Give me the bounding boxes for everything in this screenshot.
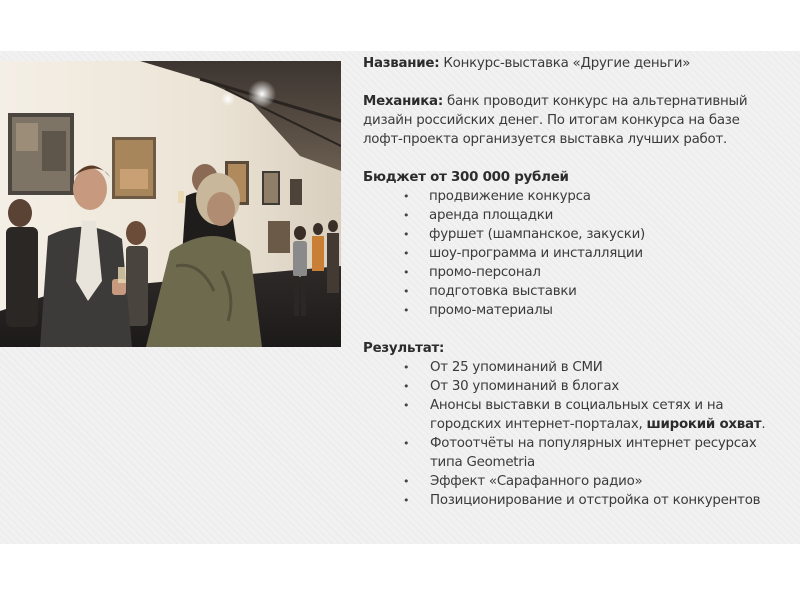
mechanics-line-2: дизайн российских денег. По итогам конкурса на базе: [363, 113, 740, 128]
list-item: • От 25 упоминаний в СМИ: [363, 358, 795, 377]
mechanics-line-1: банк проводит конкурс на альтернативный: [446, 94, 748, 109]
list-item: • От 30 упоминаний в блогах: [363, 377, 795, 396]
list-item: • фуршет (шампанское, закуски): [363, 225, 795, 244]
result-item4-line1: Фотоотчёты на популярных интернет ресурсах: [430, 436, 757, 451]
list-item: • Позиционирование и отстройка от конкурентов: [363, 491, 795, 510]
budget-list: [363, 187, 795, 320]
list-item: • продвижение конкурса: [363, 187, 795, 206]
result-item3-line1: Анонсы выставки в социальных сетях и на: [430, 398, 724, 413]
slide-text: [363, 54, 795, 510]
result-item4-line2: типа Geometria: [430, 455, 535, 470]
name-label: Название:: [363, 56, 440, 71]
title-line: [363, 54, 795, 73]
result-list: [363, 358, 795, 510]
result-item3-line2-post: .: [761, 417, 766, 432]
exhibition-photo: [0, 61, 341, 347]
mechanics-paragraph: [363, 92, 795, 149]
mechanics-label: Механика:: [363, 94, 443, 109]
list-item: • аренда площадки: [363, 206, 795, 225]
result-item3-line2-pre: городских интернет-порталах,: [430, 417, 647, 432]
list-item: • промо-материалы: [363, 301, 795, 320]
list-item: [363, 396, 795, 434]
list-item: • подготовка выставки: [363, 282, 795, 301]
list-item: • промо-персонал: [363, 263, 795, 282]
name-value: Конкурс-выставка «Другие деньги»: [443, 56, 691, 71]
list-item: [363, 434, 795, 472]
list-item: • Эффект «Сарафанного радио»: [363, 472, 795, 491]
result-heading: Результат:: [363, 341, 445, 356]
wide-reach-emphasis: широкий охват: [646, 417, 762, 432]
mechanics-line-3: лофт-проекта организуется выставка лучших работ.: [363, 132, 728, 147]
list-item: • шоу-программа и инсталляции: [363, 244, 795, 263]
budget-heading: Бюджет от 300 000 рублей: [363, 170, 569, 185]
